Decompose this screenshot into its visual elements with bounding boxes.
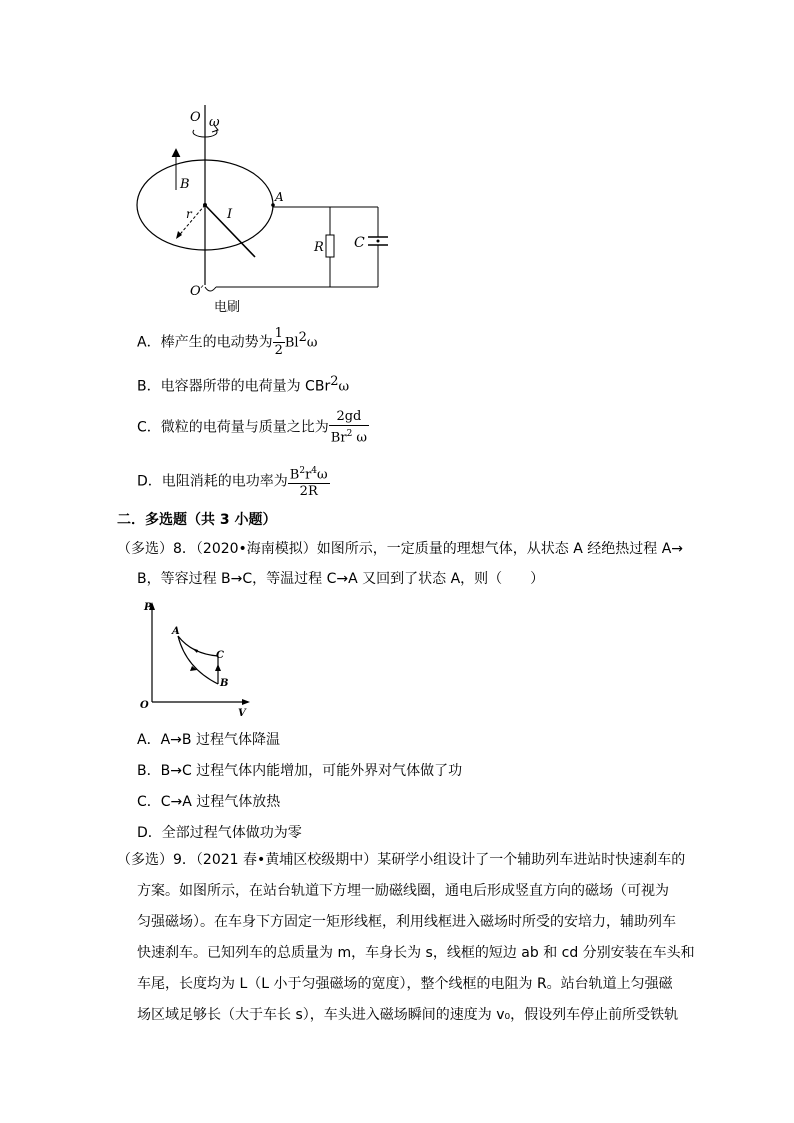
label-o: O [190,110,201,125]
label-i: I [227,207,233,222]
pv-label-v: V [238,708,246,719]
label-resistor-r: R [314,240,324,255]
q9-stem-line6: 场区域足够长（大于车长 s），车头进入磁场瞬间的速度为 v₀，假设列车停止前所受铁轨 [137,1007,679,1023]
q8-option-c: C．C→A 过程气体放热 [137,794,281,810]
pv-label-a: A [172,626,180,637]
pv-label-p: P [144,602,152,613]
q7-option-c: C．微粒的电荷量与质量之比为 $\frac{2gd}{Br^2 \omega}$ [137,409,368,446]
label-omega: ω [209,115,220,130]
rotating-rod-circuit-figure [130,105,400,320]
q8-option-a: A．A→B 过程气体降温 [137,732,280,748]
q8-option-d: D．全部过程气体做功为零 [137,825,302,841]
q8-stem-line1: （多选）8．（2020•海南模拟）如图所示，一定质量的理想气体，从状态 A 经绝热过程 A→ [117,541,684,557]
q9-stem-line1: （多选）9．（2021 春•黄埔区校级期中）某研学小组设计了一个辅助列车进站时快速刹车的 [117,852,686,868]
q9-stem-line2: 方案。如图所示，在站台轨道下方埋一励磁线圈，通电后形成竖直方向的磁场（可视为 [137,883,669,899]
pv-diagram-figure [140,598,255,720]
q9-stem-line4: 快速刹车。已知列车的总质量为 m，车身长为 s，线框的短边 ab 和 cd 分别安装在车头和 [137,945,695,961]
label-a: A [275,190,284,204]
pv-label-o: O [140,700,149,711]
label-capacitor-c: C [354,235,365,251]
label-o-prime: O′ [190,284,204,299]
q9-stem-line3: 匀强磁场）。在车身下方固定一矩形线框，利用线框进入磁场时所受的安培力，辅助列车 [137,914,676,930]
label-brush: 电刷 [214,300,241,315]
q9-stem-line5: 车尾，长度均为 L（L 小于匀强磁场的宽度），整个线框的电阻为 R。站台轨道上匀强磁 [137,976,673,992]
q8-option-b: B．B→C 过程气体内能增加，可能外界对气体做了功 [137,763,463,779]
label-r: r [186,207,192,221]
q7-option-a: A．棒产生的电动势为 $\frac{1}{2}$ Bl2ω [137,326,318,358]
label-b: B [180,177,190,192]
q7-option-d: D．电阻消耗的电功率为 $\frac{B^2r^4\omega}{2R}$ [137,463,330,500]
pv-label-c: C [216,650,224,661]
section-heading-multiple-choice: 二．多选题（共 3 小题） [117,512,277,528]
pv-label-b: B [220,678,229,689]
q7-option-b: B．电容器所带的电荷量为 CBr2ω [137,374,350,395]
q8-stem-line2: B，等容过程 B→C，等温过程 C→A 又回到了状态 A，则（ ） [137,571,545,587]
